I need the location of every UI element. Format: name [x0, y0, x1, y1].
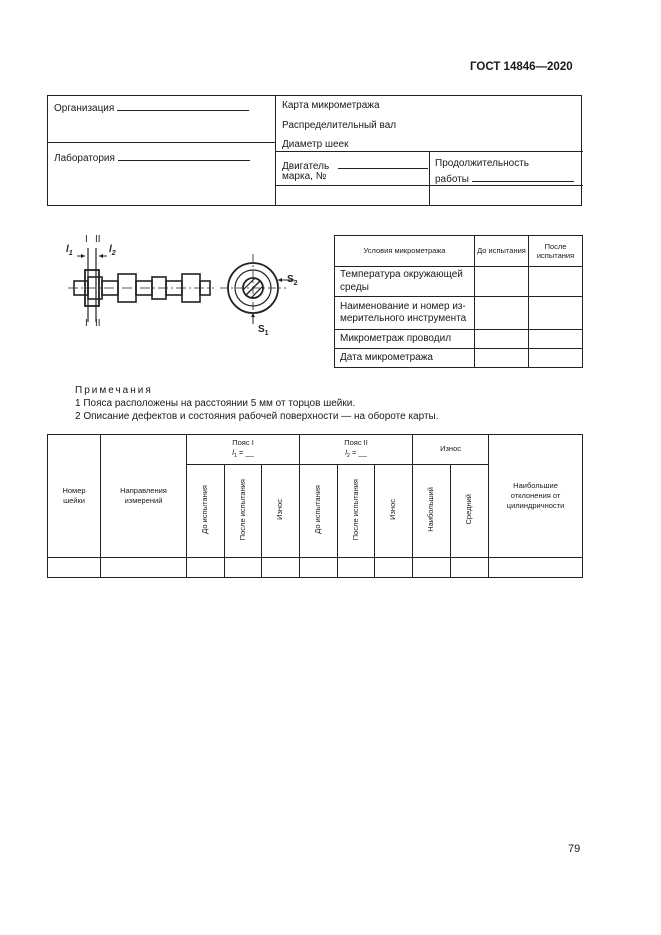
belt1-before: До испытания	[187, 465, 225, 558]
condition-cell[interactable]	[475, 267, 529, 297]
document-id: ГОСТ 14846—2020	[470, 61, 573, 73]
belt1-title: Пояс I	[232, 438, 254, 448]
label-l1: $l_1$	[66, 244, 73, 257]
condition-row-label: Наименование и номер из-мерительного инструмента	[335, 297, 475, 330]
belt2-title: Пояс II	[344, 438, 368, 448]
col-direction-header: Направления измерений	[101, 435, 187, 558]
data-cell[interactable]	[451, 558, 489, 578]
condition-row-label: Дата микрометража	[335, 349, 475, 368]
deviation-header: Наибольшие отклонения от цилиндричности	[489, 435, 583, 558]
col-number-header: Номер шейки	[48, 435, 101, 558]
notes-title: Примечания	[75, 385, 153, 396]
conditions-header: Условия микрометража	[335, 236, 475, 267]
data-cell[interactable]	[338, 558, 375, 578]
condition-cell[interactable]	[475, 349, 529, 368]
label-II-top: II	[95, 234, 101, 245]
belt1-wear: Износ	[262, 465, 300, 558]
data-cell[interactable]	[413, 558, 451, 578]
belt2-before: До испытания	[300, 465, 338, 558]
measure-name: Диаметр шеек	[282, 139, 349, 150]
note-item: 1 Пояса расположены на расстоянии 5 мм от торцов шейки.	[75, 398, 356, 409]
belt1-after: После испытания	[225, 465, 262, 558]
header-form	[47, 95, 582, 206]
laboratory-label: Лаборатория	[54, 153, 115, 164]
label-s1: $S_1$	[258, 324, 269, 337]
data-cell[interactable]	[225, 558, 262, 578]
belt2-header	[300, 435, 413, 465]
wear-average: Средний	[451, 465, 489, 558]
belt2-wear: Износ	[375, 465, 413, 558]
belt1-param: $l_1$ = __	[232, 448, 254, 460]
label-II-bottom: II	[95, 318, 101, 329]
card-title: Карта микрометража	[282, 100, 380, 111]
condition-cell[interactable]	[529, 349, 583, 368]
duration-label: Продолжительность	[435, 158, 529, 169]
data-cell[interactable]	[489, 558, 583, 578]
organization-field[interactable]	[54, 100, 249, 114]
page-number: 79	[568, 843, 581, 855]
duration-field[interactable]	[435, 171, 574, 185]
condition-row-label: Микрометраж проводил	[335, 330, 475, 349]
conditions-table	[334, 235, 583, 368]
belt2-after: После испытания	[338, 465, 375, 558]
data-cell[interactable]	[375, 558, 413, 578]
condition-cell[interactable]	[529, 267, 583, 297]
data-cell[interactable]	[300, 558, 338, 578]
data-cell[interactable]	[187, 558, 225, 578]
notes	[75, 384, 439, 423]
condition-cell[interactable]	[475, 297, 529, 330]
wear-largest: Наибольший	[413, 465, 451, 558]
measurement-table	[47, 434, 583, 578]
engine-field[interactable]	[282, 158, 428, 172]
condition-cell[interactable]	[475, 330, 529, 349]
part-name: Распределительный вал	[282, 120, 397, 131]
belt2-param: $l_2$ = __	[345, 448, 367, 460]
condition-row-label: Температура окружающей среды	[335, 267, 475, 297]
label-l2: $l_2$	[109, 244, 116, 257]
after-test-header: После испытания	[529, 236, 583, 267]
camshaft-diagram	[62, 230, 312, 342]
engine-label: Двигатель	[282, 161, 330, 172]
engine-model-label: марка, №	[282, 171, 327, 182]
before-test-header: До испытания	[475, 236, 529, 267]
condition-cell[interactable]	[529, 297, 583, 330]
label-I-bottom: I	[85, 318, 88, 329]
duration-label-2: работы	[435, 174, 469, 185]
belt1-header	[187, 435, 300, 465]
organization-label: Организация	[54, 103, 115, 114]
condition-cell[interactable]	[529, 330, 583, 349]
data-cell[interactable]	[101, 558, 187, 578]
wear-header: Износ	[413, 435, 489, 465]
data-cell[interactable]	[262, 558, 300, 578]
data-cell[interactable]	[48, 558, 101, 578]
note-item: 2 Описание дефектов и состояния рабочей поверхности — на обороте карты.	[75, 411, 439, 422]
laboratory-field[interactable]	[54, 150, 250, 164]
label-s2: $S_2$	[287, 274, 298, 287]
table-row	[48, 558, 583, 578]
label-I-top: I	[85, 234, 88, 245]
